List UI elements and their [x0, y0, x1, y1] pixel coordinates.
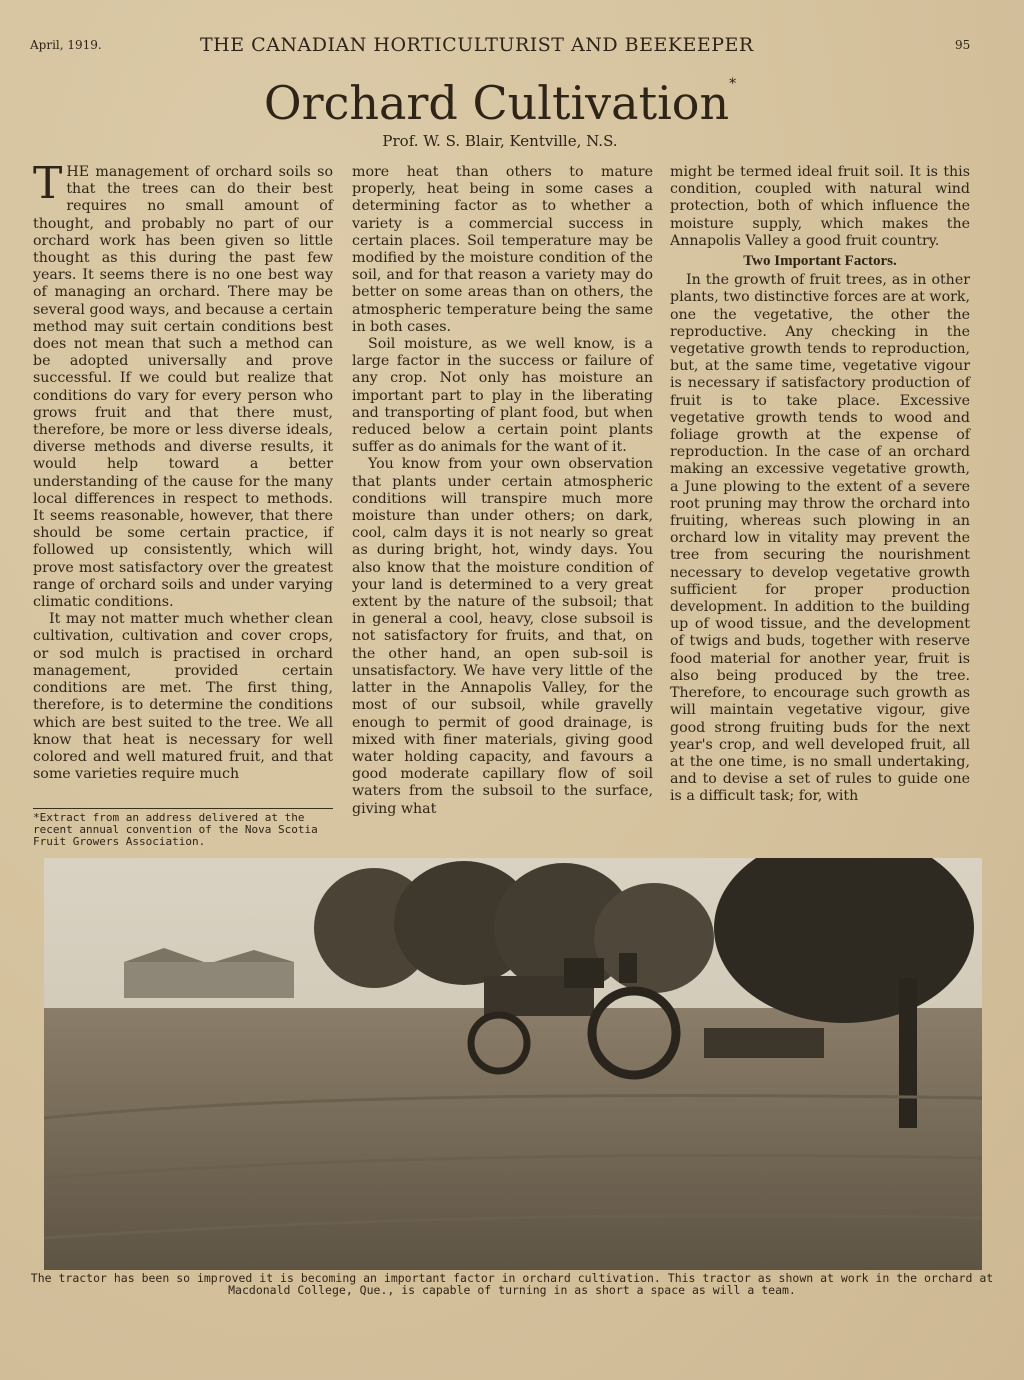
- page-number: 95: [955, 38, 971, 52]
- column-3: [670, 164, 970, 806]
- paragraph: more heat than others to mature properly, heat being in some cases a determining factor as to whether a variety is a commercial success in certain places. Soil temperature may be modified by the moisture condition of the soil, and for that reason a variety may do better on some areas than on others, the atmospheric temperature being the same in both cases.: [352, 164, 653, 335]
- journal-title: THE CANADIAN HORTICULTURIST AND BEEKEEPER: [200, 34, 754, 56]
- column-1: [33, 158, 333, 783]
- issue-date: April, 1919.: [30, 38, 102, 52]
- orchard-tractor-photo: [44, 858, 982, 1270]
- photo-caption: The tractor has been so improved it is becoming an important factor in orchard cultivation. This tractor as shown at work in the orchard at Macdonald College, Que., is capable of turning in as short a space as will a team.: [30, 1271, 994, 1297]
- paragraph: You know from your own observation that plants under certain atmospheric conditions will transpire much more moisture than under others; on dark, cool, calm days it is not nearly so great as during bright, hot, windy days. You also know that the moisture condition of your land is determined to a very great extent by the nature of the subsoil; that in general a cool, heavy, close subsoil is not satisfactory for fruits, and that, on the other hand, an open sub-soil is unsatisfactory. We have very little of the latter in the Annapolis Valley, for the most of our subsoil, while gravelly enough to permit of good drainage, is mixed with finer materials, giving good water holding capacity, and favours a good moderate capillary flow of soil waters from the subsoil to the surface, giving what: [352, 456, 653, 817]
- column-2: [352, 164, 653, 818]
- footnote-marker: *: [729, 76, 737, 92]
- paragraph: Soil moisture, as we well know, is a large factor in the success or failure of any crop. Not only has moisture an important part to play in the liberating and transporting of plant food, but when reduced below a certain point plants suffer as do animals for the want of it.: [352, 336, 653, 456]
- article-title: Orchard Cultivation: [263, 76, 730, 130]
- footnote: *Extract from an address delivered at the recent annual convention of the Nova Scotia Fruit Growers Association.: [33, 808, 333, 848]
- paragraph: might be termed ideal fruit soil. It is this condition, coupled with natural wind protection, both of which influence the moisture supply, which makes the Annapolis Valley a good fruit country.: [670, 164, 970, 249]
- drop-cap: T: [33, 158, 63, 209]
- paragraph: In the growth of fruit trees, as in other plants, two distinctive forces are at work, one the vegetative, the other the reproductive. Any checking in the vegetative growth tends to reproduction, but, at the same time, vegetative vigour is necessary if satisfactory production of fruit is to take place. Excessive vegetative growth tends to wood and foliage growth at the expense of reproduction. In the case of an orchard making an excessive vegetative growth, a June plowing to the extent of a severe root pruning may throw the orchard into fruiting, whereas such plowing in an orchard low in vitality may prevent the tree from securing the nourishment necessary to develop vegetative growth sufficient for proper production development. In addition to the building up of wood tissue, and the development of twigs and buds, together with reserve food material for another year, fruit is also being produced by the tree. Therefore, to encourage such growth as will maintain vegetative vigour, give good strong fruiting buds for the next year's crop, and well developed fruit, all at the one time, is no small undertaking, and to devise a set of rules to guide one is a difficult task; for, with: [670, 272, 970, 805]
- paragraph-text: HE management of orchard soils so that the trees can do their best requires no small amount of thought, and probably no part of our orchard work has been given so little thought as this during the past few years. It seems there is no one best way of managing an orchard. There may be several good ways, and because a certain method may suit certain conditions best does not mean that such a method can be adopted universally and prove successful. If we could but realize that conditions do vary for every person who grows fruit and that there must, therefore, be more or less diverse ideals, diverse methods and diverse results, it would help toward a better understanding of the cause for the many local differences in respect to methods. It seems reasonable, however, that there should be some certain practice, if followed up consistently, which will prove most satisfactory over the greatest range of orchard soils and under varying climatic conditions.: [33, 164, 333, 611]
- paragraph: It may not matter much whether clean cultivation, cultivation and cover crops, or sod mulch is practised in orchard management, provided certain conditions are met. The first thing, therefore, is to determine the conditions which are best suited to the tree. We all know that heat is necessary for well colored and well matured fruit, and that some varieties require much: [33, 611, 333, 783]
- running-header: [0, 34, 1024, 64]
- paragraph: [33, 158, 333, 611]
- article-title-block: [0, 76, 1000, 130]
- subheading: Two Important Factors.: [743, 253, 897, 270]
- photo-illustration: [44, 858, 982, 1270]
- article-author: Prof. W. S. Blair, Kentville, N.S.: [382, 132, 618, 150]
